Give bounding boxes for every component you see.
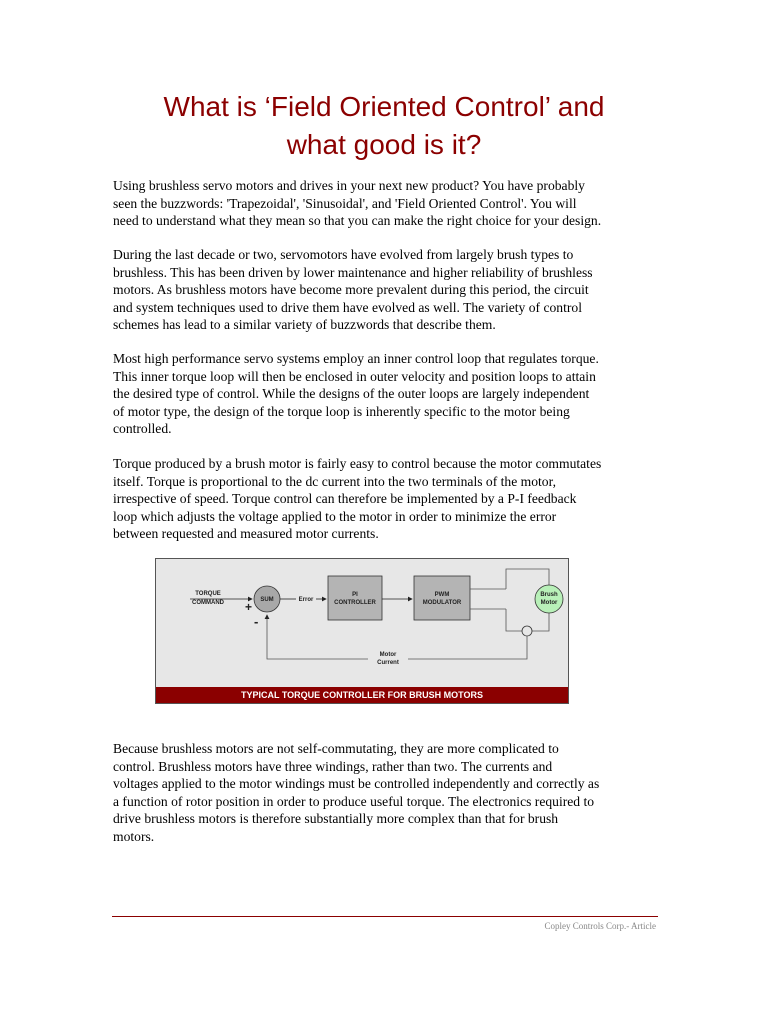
text-line: control. Brushless motors have three windings, rather than two. The currents and (113, 758, 553, 774)
pi-controller-block (328, 576, 382, 620)
motor-current-label-1: Motor (379, 652, 397, 658)
current-sensor (522, 626, 532, 636)
footer-text: Copley Controls Corp.- Article (544, 921, 656, 931)
brush-motor (535, 585, 563, 613)
text-line: Most high performance servo systems employ an inner control loop that regulates torque. (113, 351, 599, 366)
text-line: Torque produced by a brush motor is fairly easy to control because the motor commutates (113, 456, 602, 471)
plus-sign: + (245, 600, 253, 614)
paragraph-brushless (113, 740, 658, 845)
text-line: loop which adjusts the voltage applied to the motor in order to minimize the error (113, 508, 557, 524)
title-line-2: what good is it? (286, 129, 482, 160)
text-line: Because brushless motors are not self-commutating, they are more complicated to (113, 741, 559, 756)
text-line: schemes has lead to a similar variety of buzzwords that describe them. (113, 317, 496, 332)
pi-label-2: CONTROLLER (334, 600, 376, 606)
text-line: a function of rotor position in order to produce useful torque. The electronics required to (113, 793, 595, 809)
torque-controller-diagram (155, 558, 569, 704)
text-line: of motor type, the design of the torque loop is inherently specific to the motor being (113, 403, 570, 419)
block-diagram (156, 559, 568, 687)
text-line: and system techniques used to drive them have evolved as well. The variety of control (113, 299, 582, 315)
pwm-label-1: PWM (434, 592, 450, 598)
paragraph-brush-motor (113, 455, 658, 543)
torque-command-label-1: TORQUE (195, 591, 221, 597)
paragraph-history (113, 246, 658, 334)
pwm-modulator-block (414, 576, 470, 620)
text-line: seen the buzzwords: 'Trapezoidal', 'Sinusoidal', and 'Field Oriented Control'. You will (113, 195, 577, 211)
text-line: between requested and measured motor currents. (113, 526, 379, 541)
sum-label: SUM (260, 597, 274, 603)
diagram-caption: TYPICAL TORQUE CONTROLLER FOR BRUSH MOTORS (156, 687, 568, 703)
text-line: motors. As brushless motors have become more prevalent during this period, the circuit (113, 282, 589, 297)
text-line: controlled. (113, 421, 172, 436)
title-line-1: What is ‘Field Oriented Control’ and (163, 91, 605, 122)
minus-sign: - (254, 614, 259, 629)
text-line: drive brushless motors is therefore substantially more complex than that for brush (113, 811, 559, 826)
motor-label-1: Brush (540, 592, 558, 598)
pi-label-1: PI (352, 592, 358, 598)
paragraph-intro (113, 177, 658, 230)
paragraph-control-loops (113, 350, 658, 438)
text-line: During the last decade or two, servomotors have evolved from largely brush types to (113, 247, 574, 262)
text-line: voltages applied to the motor windings must be controlled independently and correctly as (113, 776, 600, 791)
text-line: itself. Torque is proportional to the dc current into the two terminals of the motor, (113, 473, 556, 489)
text-line: motors. (113, 828, 155, 844)
diagram-canvas (156, 559, 568, 687)
footer-rule (112, 916, 658, 917)
text-line: Using brushless servo motors and drives in your next new product? You have probably (113, 178, 585, 193)
torque-command-label-2: COMMAND (192, 600, 224, 606)
motor-current-label-2: Current (377, 660, 399, 666)
text-line: need to understand what they mean so that you can make the right choice for your design. (113, 213, 602, 228)
text-line: the desired type of control. While the designs of the outer loops are largely independent (113, 386, 590, 401)
motor-wire-top (506, 569, 549, 589)
error-label: Error (298, 597, 314, 603)
page-title (0, 88, 768, 164)
pwm-label-2: MODULATOR (422, 600, 462, 606)
motor-label-2: Motor (540, 600, 558, 606)
text-line: brushless. This has been driven by lower maintenance and higher reliability of brushless (113, 264, 593, 280)
text-line: This inner torque loop will then be enclosed in outer velocity and position loops to attain (113, 368, 596, 384)
text-line: irrespective of speed. Torque control can therefore be implemented by a P-I feedback (113, 491, 577, 506)
